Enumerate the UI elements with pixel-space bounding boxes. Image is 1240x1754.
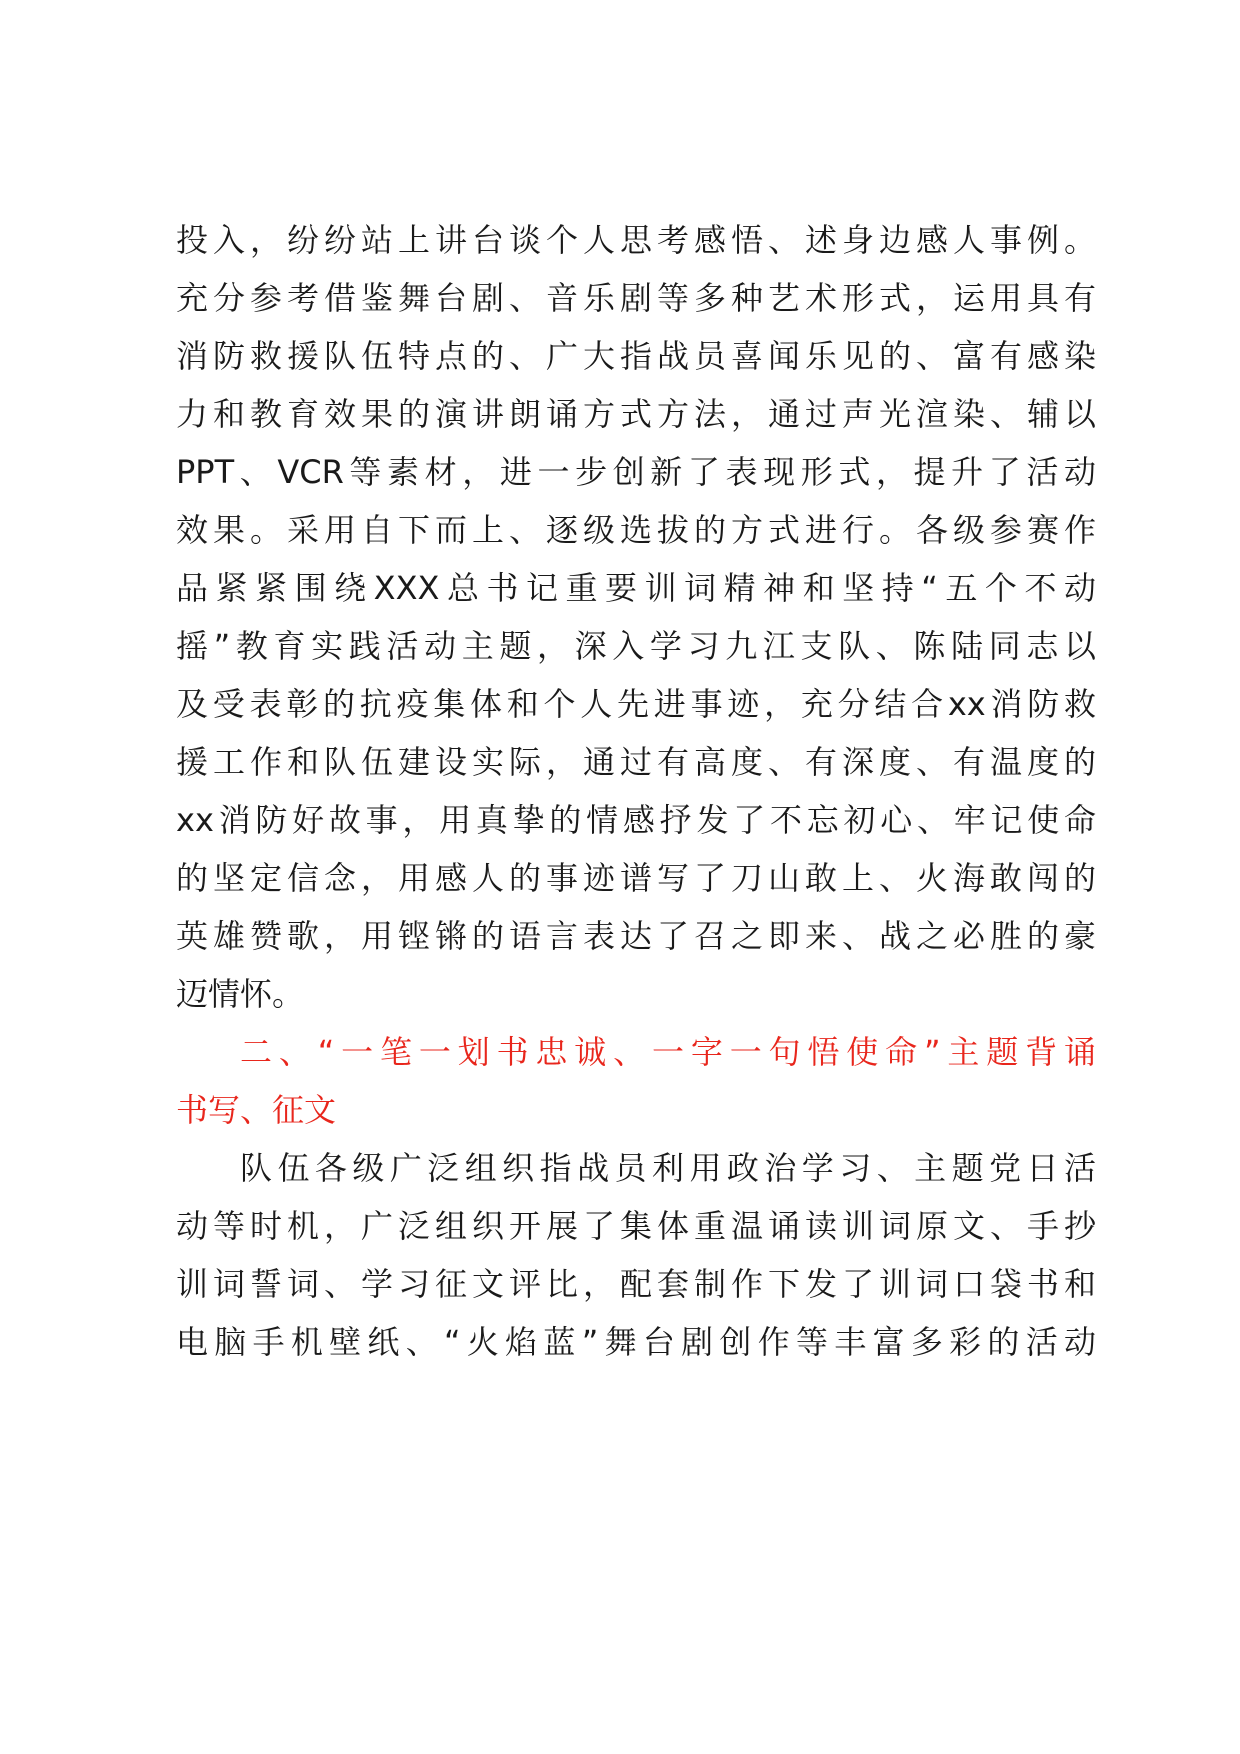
paragraph-line: 电脑手机壁纸、“火焰蓝”舞台剧创作等丰富多彩的活动 [176, 1323, 1096, 1361]
paragraph-line: 投入，纷纷站上讲台谈个人思考感悟、述身边感人事例。 [176, 221, 1096, 259]
paragraph-line: xx消防好故事，用真挚的情感抒发了不忘初心、牢记使命 [176, 801, 1096, 839]
paragraph-line: 迈情怀。 [176, 975, 305, 1013]
paragraph-line: 消防救援队伍特点的、广大指战员喜闻乐见的、富有感染 [176, 337, 1096, 375]
section-heading: 二、“一笔一划书忠诚、一字一句悟使命”主题背诵 [240, 1033, 1096, 1071]
paragraph-line: 队伍各级广泛组织指战员利用政治学习、主题党日活 [240, 1149, 1096, 1187]
section-heading: 书写、征文 [176, 1091, 337, 1129]
paragraph-line: 充分参考借鉴舞台剧、音乐剧等多种艺术形式，运用具有 [176, 279, 1096, 317]
paragraph-line: 英雄赞歌，用铿锵的语言表达了召之即来、战之必胜的豪 [176, 917, 1096, 955]
paragraph-line: 效果。采用自下而上、逐级选拔的方式进行。各级参赛作 [176, 511, 1096, 549]
paragraph-line: 援工作和队伍建设实际，通过有高度、有深度、有温度的 [176, 743, 1096, 781]
paragraph-line: 训词誓词、学习征文评比，配套制作下发了训词口袋书和 [176, 1265, 1096, 1303]
paragraph-line: 动等时机，广泛组织开展了集体重温诵读训词原文、手抄 [176, 1207, 1096, 1245]
paragraph-line: PPT、VCR等素材，进一步创新了表现形式，提升了活动 [176, 453, 1096, 491]
paragraph-line: 力和教育效果的演讲朗诵方式方法，通过声光渲染、辅以 [176, 395, 1096, 433]
paragraph-line: 摇”教育实践活动主题，深入学习九江支队、陈陆同志以 [176, 627, 1096, 665]
paragraph-line: 的坚定信念，用感人的事迹谱写了刀山敢上、火海敢闯的 [176, 859, 1096, 897]
paragraph-line: 品紧紧围绕XXX总书记重要训词精神和坚持“五个不动 [176, 569, 1096, 607]
paragraph-line: 及受表彰的抗疫集体和个人先进事迹，充分结合xx消防救 [176, 685, 1096, 723]
